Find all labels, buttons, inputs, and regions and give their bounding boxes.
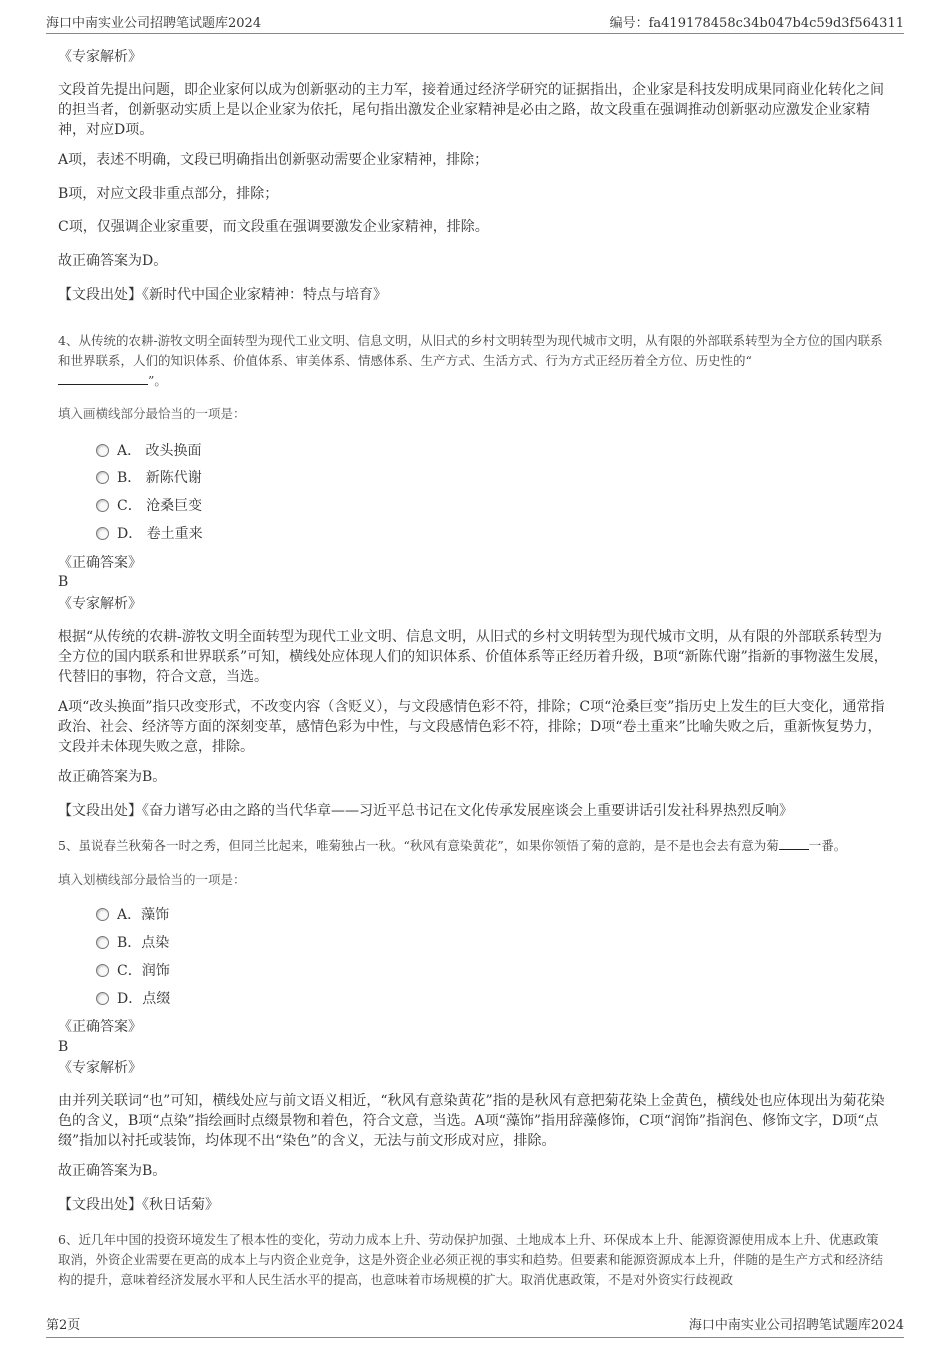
q4-option-d[interactable]: D． 卷土重来 [96,523,203,545]
q5-prompt: 填入划横线部分最恰当的一项是： [58,872,246,887]
q5-analysis-label: 《专家解析》 [58,1060,142,1076]
q5-answer: B [58,1039,69,1055]
q3-conclusion: 故正确答案为D。 [58,253,168,269]
footer-page-number: 第2页 [46,1318,81,1333]
q4-answer-label: 《正确答案》 [58,555,142,571]
q4-option-b[interactable]: B． 新陈代谢 [96,467,202,489]
q4-blank [58,372,148,385]
page-footer [46,1314,904,1334]
q4-option-a[interactable]: A． 改头换面 [96,440,202,462]
header-title: 海口中南实业公司招聘笔试题库2024 [46,16,262,31]
q4-answer: B [58,574,69,590]
q3-option-b-note: B项，对应文段非重点部分，排除； [58,186,279,202]
footer-title: 海口中南实业公司招聘笔试题库2024 [688,1318,904,1333]
radio-icon[interactable] [96,936,109,949]
q5-option-b[interactable]: B．点染 [96,932,169,954]
q5-answer-label: 《正确答案》 [58,1019,142,1035]
q4-analysis-1: 根据“从传统的农耕-游牧文明全面转型为现代工业文明、信息文明，从旧式的乡村文明转型为现代城市文明，从有限的外部联系转型为全方位的国内联系和世界联系”可知，横线处应体现人们的知识体系、价值体系等正经历着升级，B项“新陈代谢”指新的事物滋生发展，代替旧的事物，符合文意，当选。 [58,629,888,685]
radio-icon[interactable] [96,992,109,1005]
q5-option-d[interactable]: D．点缀 [96,988,170,1010]
radio-icon[interactable] [96,444,109,457]
q5-analysis: 由并列关联词“也”可知，横线处应与前文语义相近，“秋风有意染黄花”指的是秋风有意把菊花染上金黄色，横线处也应体现出为菊花染色的含义，B项“点染”指绘画时点缀景物和着色，符合文意，当选。A项“藻饰”指用辞藻修饰，C项“润饰”指润色、修饰文字，D项“点缀”指加以衬托或装饰，均体现不出“染色”的含义，无法与前文形成对应，排除。 [58,1093,885,1149]
q4-analysis-2: A项“改头换面”指只改变形式，不改变内容（含贬义），与文段感情色彩不符，排除；C项“沧桑巨变”指历史上发生的巨大变化，通常指政治、社会、经济等方面的深刻变革，感情色彩为中性，与文段感情色彩不符，排除；D项“卷土重来”比喻失败之后，重新恢复势力，文段并未体现失败之意，排除。 [58,699,885,755]
radio-icon[interactable] [96,499,109,512]
q5-option-a[interactable]: A．藻饰 [96,904,169,926]
q4-option-c[interactable]: C． 沧桑巨变 [96,495,202,517]
radio-icon[interactable] [96,964,109,977]
q5-blank [779,837,809,850]
q3-source: 【文段出处】《新时代中国企业家精神：特点与培育》 [58,287,387,303]
q4-source: 【文段出处】《奋力谱写必由之路的当代华章——习近平总书记在文化传承发展座谈会上重要讲话引发社科界热烈反响》 [58,803,793,819]
header-divider [46,33,904,34]
page-header [46,12,904,32]
q3-option-c-note: C项，仅强调企业家重要，而文段重在强调要激发企业家精神，排除。 [58,219,489,235]
q6-stem: 6、近几年中国的投资环境发生了根本性的变化，劳动力成本上升、劳动保护加强、土地成本上升、环保成本上升、能源资源使用成本上升、优惠政策取消，外资企业需要在更高的成本上与内资企业竞争，这是外资企业必须正视的事实和趋势。但要素和能源资源成本上升，伴随的是生产方式和经济结构的提升，意味着经济发展水平和人民生活水平的提高，也意味着市场规模的扩大。取消优惠政策，不是对外资实行歧视政 [58,1232,884,1287]
q5-conclusion: 故正确答案为B。 [58,1163,167,1179]
header-code: 编号：fa419178458c34b047b4c59d3f564311 [609,16,904,31]
q3-option-a-note: A项，表述不明确，文段已明确指出创新驱动需要企业家精神，排除； [58,152,489,168]
q5-stem: 5、虽说春兰秋菊各一时之秀，但同兰比起来，唯菊独占一秋。“秋风有意染黄花”，如果你领悟了菊的意韵，是不是也会去有意为菊 一番。 [58,838,847,853]
q4-analysis-label: 《专家解析》 [58,596,142,612]
q3-analysis: 文段首先提出问题，即企业家何以成为创新驱动的主力军，接着通过经济学研究的证据指出，企业家是科技发明成果同商业化转化之间的担当者，创新驱动实质上是以企业家为依托，尾句指出激发企业家精神是必由之路，故文段重在强调推动创新驱动应激发企业家精神，对应D项。 [58,82,884,138]
radio-icon[interactable] [96,908,109,921]
q4-stem: 4、从传统的农耕-游牧文明全面转型为现代工业文明、信息文明，从旧式的乡村文明转型为现代城市文明，从有限的外部联系转型为全方位的国内联系和世界联系，人们的知识体系、价值体系、审美体系、情感体系、生产方式、生活方式、行为方式正经历着全方位、历史性的“ ”。 [58,333,883,388]
radio-icon[interactable] [96,527,109,540]
radio-icon[interactable] [96,471,109,484]
q3-analysis-label: 《专家解析》 [58,49,142,65]
footer-divider [46,1337,904,1338]
q4-conclusion: 故正确答案为B。 [58,769,167,785]
q4-prompt: 填入画横线部分最恰当的一项是： [58,406,246,421]
q5-source: 【文段出处】《秋日话菊》 [58,1197,219,1213]
q5-option-c[interactable]: C．润饰 [96,960,170,982]
